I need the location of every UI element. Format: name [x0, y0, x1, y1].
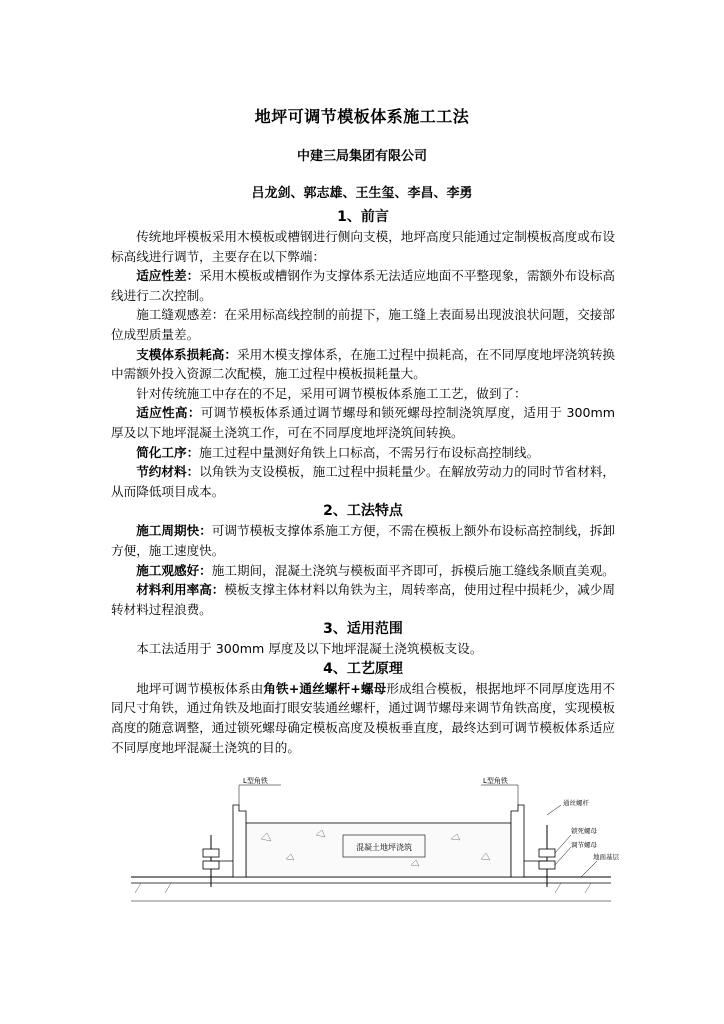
left-angle-label: L型角铁: [243, 777, 268, 785]
right-angle-label: L型角铁: [483, 777, 508, 785]
author-list: 吕龙剑、郭志雄、王生玺、李昌、李勇: [251, 186, 473, 201]
section-heading-principle: 4、工艺原理: [323, 660, 403, 677]
paragraph: 施工缝观感差：在采用标高线控制的前提下，施工缝上表面易出现波浪状问题，交接部位成型质量差。: [111, 307, 615, 342]
bold-term: 适应性高：: [136, 405, 201, 421]
rod-label: 通丝螺杆: [563, 799, 589, 807]
paragraph-text: 以角铁为支设模板，施工过程中损耗量少。在解放劳动力的同时节省材料，从而降低项目成本。: [111, 464, 616, 499]
rod-leader: [547, 805, 561, 815]
concrete-label: 混凝土地坪浇筑: [356, 843, 412, 852]
bold-term: 节约材料：: [136, 464, 200, 480]
right-adjust-nut: [539, 861, 555, 869]
adjust-nut-leader: [555, 847, 571, 865]
left-angle-iron: [233, 805, 246, 877]
bold-term: 简化工序：: [136, 444, 200, 460]
left-lock-nut: [203, 849, 219, 857]
paragraph: [111, 521, 615, 560]
lock-nut-leader: [555, 835, 571, 853]
paragraph-text: 可调节模板体系通过调节螺母和锁死螺母控制浇筑厚度，适用于 300mm 厚及以下地坪混凝土浇筑工作，可在不同厚度地坪浇筑间转换。: [111, 405, 616, 440]
paragraph: [111, 345, 615, 384]
paragraph-text: 采用木模板或槽钢作为支撑体系无法适应地面不平整现象，需额外布设标高线进行二次控制。: [111, 268, 616, 303]
paragraph-text: 采用木模支撑体系，在施工过程中损耗高，在不同厚度地坪浇筑转换中需额外投入资源二次配模，施工过程中模板损耗量大。: [111, 346, 616, 382]
paragraph: [111, 679, 615, 757]
paragraph-text: 施工期间，混凝土浇筑与模板面平齐即可，拆模后施工缝线条顺直美观。: [211, 562, 615, 578]
adjust-nut-label: 调节螺母: [571, 841, 597, 849]
paragraph-text: 形成组合模板，根据地坪不同厚度选用不同尺寸角铁，通过角铁及地面打眼安装通丝螺杆，通过调节螺母来调节角铁高度，实现模板高度的随意调整，通过锁死螺母确定模板高度及模板垂直度，最终达到可调节模板体系适应不同厚度地坪混凝土浇筑的目的。: [111, 680, 616, 755]
paragraph: 传统地坪模板采用木模板或槽钢进行侧向支模，地坪高度只能通过定制模板高度或布设标高线进行调节，主要存在以下弊端：: [111, 229, 615, 264]
paragraph: [111, 443, 615, 463]
paragraph: [111, 561, 615, 581]
bold-term: 材料利用率高：: [136, 582, 225, 598]
ground-label: 地面基层: [593, 853, 619, 861]
paragraph-text: 地坪可调节模板体系由: [136, 680, 264, 696]
formwork-section-diagram: [111, 775, 631, 915]
bold-term: 施工观感好：: [136, 562, 212, 578]
ground-hatching: [135, 883, 591, 893]
section-heading-scope: 3、适用范围: [323, 621, 403, 638]
bold-term: 角铁+通丝螺杆+螺母: [263, 680, 387, 696]
bold-term: 支模体系损耗高：: [136, 346, 237, 362]
bold-term: 施工周期快：: [136, 523, 212, 539]
paragraph-text: 施工过程中量测好角铁上口标高，不需另行布设标高控制线。: [199, 444, 540, 460]
paragraph: 本工法适用于 300mm 厚度及以下地坪混凝土浇筑模板支设。: [136, 641, 483, 657]
bold-term: 适应性差：: [136, 268, 200, 284]
right-lock-nut: [539, 849, 555, 857]
paragraph: [111, 266, 615, 305]
section-heading-features: 2、工法特点: [323, 503, 403, 520]
left-adjust-nut: [203, 861, 219, 869]
document-title: 地坪可调节模板体系施工工法: [254, 107, 470, 126]
paragraph-text: 可调节模板支撑体系施工方便，不需在模板上额外布设标高控制线，拆卸方便，施工速度快。: [111, 523, 616, 558]
lock-nut-label: 锁死螺母: [571, 827, 597, 835]
paragraph: [111, 580, 615, 619]
organization-name: 中建三局集团有限公司: [296, 149, 427, 164]
section-heading-preface: 1、前言: [337, 209, 389, 225]
paragraph: [111, 462, 615, 501]
document-body: [111, 207, 615, 757]
paragraph-text: 模板支撑主体材料以角铁为主，周转率高，使用过程中损耗少，减少周转材料过程浪费。: [111, 582, 616, 617]
right-angle-iron: [511, 805, 524, 877]
paragraph: 针对传统施工中存在的不足，采用可调节模板体系施工工艺，做到了：: [136, 385, 527, 401]
ground-leader: [581, 861, 597, 877]
paragraph: [111, 403, 615, 442]
